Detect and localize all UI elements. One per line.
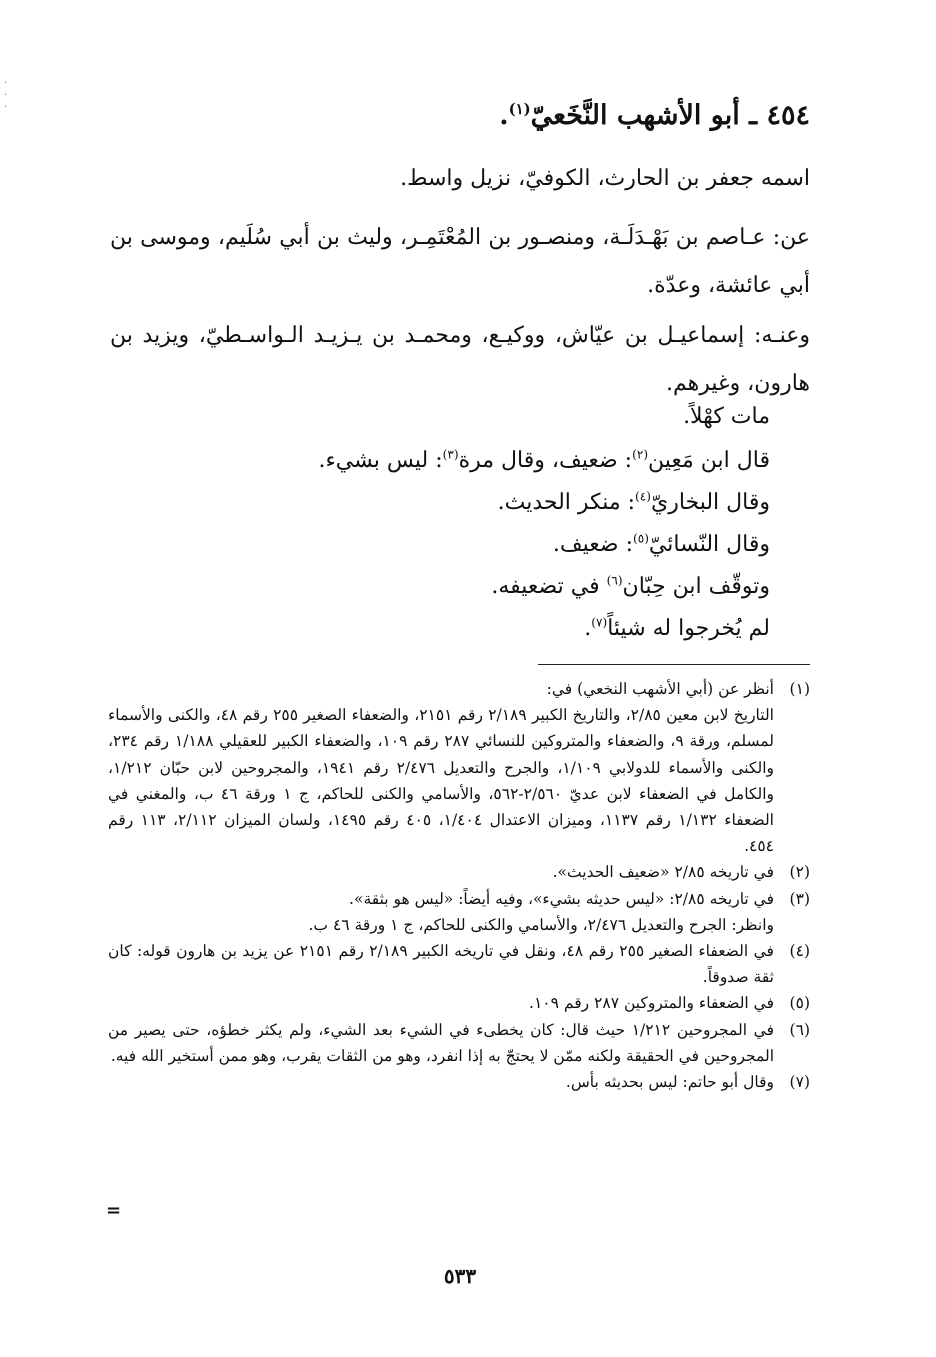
footnote-number: (١) — [789, 680, 810, 698]
students-paragraph: وعنـه: إسماعيـل بن عيّاش، ووكيـع، ومحمـد بن يـزيـد الـواسـطيّ، ويزيد بن هارون، وغيرهم. — [110, 323, 810, 396]
no-narration-line: لم يُخرجوا له شيئاً$^{(٧)}$. — [584, 615, 770, 641]
death-line: مات كهْلاً. — [683, 404, 770, 429]
footnotes — [108, 676, 810, 1095]
end-of-entry-mark: = — [106, 1200, 122, 1221]
footnote-2 — [108, 859, 810, 885]
footnote-number: (٢) — [789, 863, 810, 882]
book-page — [110, 0, 810, 1357]
name-line: اسمه جعفر بن الحارث، الكوفيّ، نزيل واسط. — [400, 166, 810, 191]
teachers-paragraph: عن: عـاصم بن بَهْـدَلَـة، ومنصـور بن المُعْتَمِـر، وليث بن أبي سُلَيم، وموسى بن أبي عائشة، وعدّة. — [110, 225, 810, 298]
footnote-number: (٧) — [789, 1073, 810, 1092]
footnote-ref-7: (٧) — [591, 615, 608, 630]
footnote-ref-6: (٦) — [606, 573, 623, 588]
footnote-text: في تاريخه ٢/٨٥: «ليس حديثه بشيء»، وفيه أيضاً: «ليس هو بثقة». — [349, 889, 774, 908]
entry-title: أبو الأشهب النَّخَعيّ — [530, 100, 740, 131]
entry-footnote-ref: (١) — [508, 100, 531, 118]
footnote-text: في الضعفاء والمتروكين ٢٨٧ رقم ١٠٩. — [529, 994, 774, 1013]
footnote-text: في الضعفاء الصغير ٢٥٥ رقم ٤٨، ونقل في تاريخه الكبير ٢/١٨٩ رقم ٢١٥١ عن يزيد بن هارون قوله: كان ثقة صدوقاً. — [108, 942, 774, 987]
footnote-number: (٣) — [789, 889, 810, 908]
footnote-5 — [108, 990, 810, 1016]
footnote-4 — [108, 938, 810, 990]
footnote-text: في المجروحين ١/٢١٢ حيث قال: كان يخطىء في الشيء بعد الشيء، ولم يكثر خطؤه، حتى يصير من المجروحين في الحقيقة ولكنه ممّن لا يحتجّ به إذا انفرد، وهو من الثقات يقرب، وهو ممن أستخير الله فيه. — [108, 1020, 774, 1065]
footnote-text: في تاريخه ٢/٨٥ «ضعيف الحديث». — [552, 863, 774, 882]
ibn-main-line: قال ابن مَعِين$^{(٢)}$: ضعيف، وقال مرة$^{(٣)}$: ليس بشيء. — [318, 447, 770, 473]
footnote-6 — [108, 1017, 810, 1069]
page-number: ٥٣٣ — [443, 1264, 477, 1288]
margin-marks: · · · — [4, 78, 8, 113]
footnote-text: وقال أبو حاتم: ليس بحديثه بأس. — [565, 1073, 774, 1092]
footnote-number: (٦) — [789, 1020, 810, 1039]
footnote-ref-5: (٥) — [632, 531, 649, 546]
footnote-number: (٥) — [789, 994, 810, 1013]
nasai-line: وقال النّسائيّ$^{(٥)}$: ضعيف. — [552, 531, 770, 557]
footnote-ref-4: (٤) — [635, 489, 651, 504]
footnote-text: أنظر عن (أبي الأشهب النخعي) في: — [546, 680, 774, 698]
footnote-3 — [108, 886, 810, 938]
footnote-text: التاريخ لابن معين ٢/٨٥، والتاريخ الكبير ٢/١٨٩ رقم ٢١٥١، والضعفاء الصغير ٢٥٥ رقم ٤٨، والكنى والأسماء لمسلم، ورقة ٩، والضعفاء والمتروكين للنسائي ٢٨٧ رقم ١٠٩، والضعفاء الكبير للعقيلي ١/١٨٨ رقم ٢٣٤، والكنى والأسماء للدولابي ١/١٠٩، والجرح والتعديل ٢/٤٧٦ رقم ١٩٤١، والمجروحين لابن حبّان ١/٢١٢، والكامل في الضعفاء لابن عديّ ٢/٥٦٠-٥٦٢، والأسامي والكنى للحاكم، ج ١ ورقة ٤٦ ب، والمغني في الضعفاء ١/١٣٢ رقم ١١٣٧، وميزان الاعتدال ١/٤٠٤، ٤٠٥ رقم ١٤٩٥، ولسان الميزان ٢/١١٢، ١١٣ رقم ٤٥٤. — [108, 706, 775, 856]
entry-dash: ـ — [739, 100, 758, 131]
footnote-separator — [538, 664, 810, 665]
entry-number: ٤٥٤ — [766, 100, 810, 131]
footnote-7 — [108, 1069, 810, 1095]
hibban-line: وتوقّف ابن حِبّان$^{(٦)}$ في تضعيفه. — [491, 573, 770, 599]
bukhari-line: وقال البخاريّ$^{(٤)}$: منكر الحديث. — [497, 489, 770, 515]
footnote-1 — [108, 676, 810, 859]
footnote-text: وانظر: الجرح والتعديل ٢/٤٧٦، والأسامي والكنى للحاكم، ج ١ ورقة ٤٦ ب. — [308, 915, 774, 934]
entry-heading: ٤٥٤ ـ أبو الأشهب النَّخَعيّ$^{(١)}$. — [499, 100, 810, 131]
footnote-number: (٤) — [789, 942, 810, 961]
footnote-ref-3: (٣) — [442, 447, 459, 462]
footnote-ref-2: (٢) — [632, 447, 649, 462]
